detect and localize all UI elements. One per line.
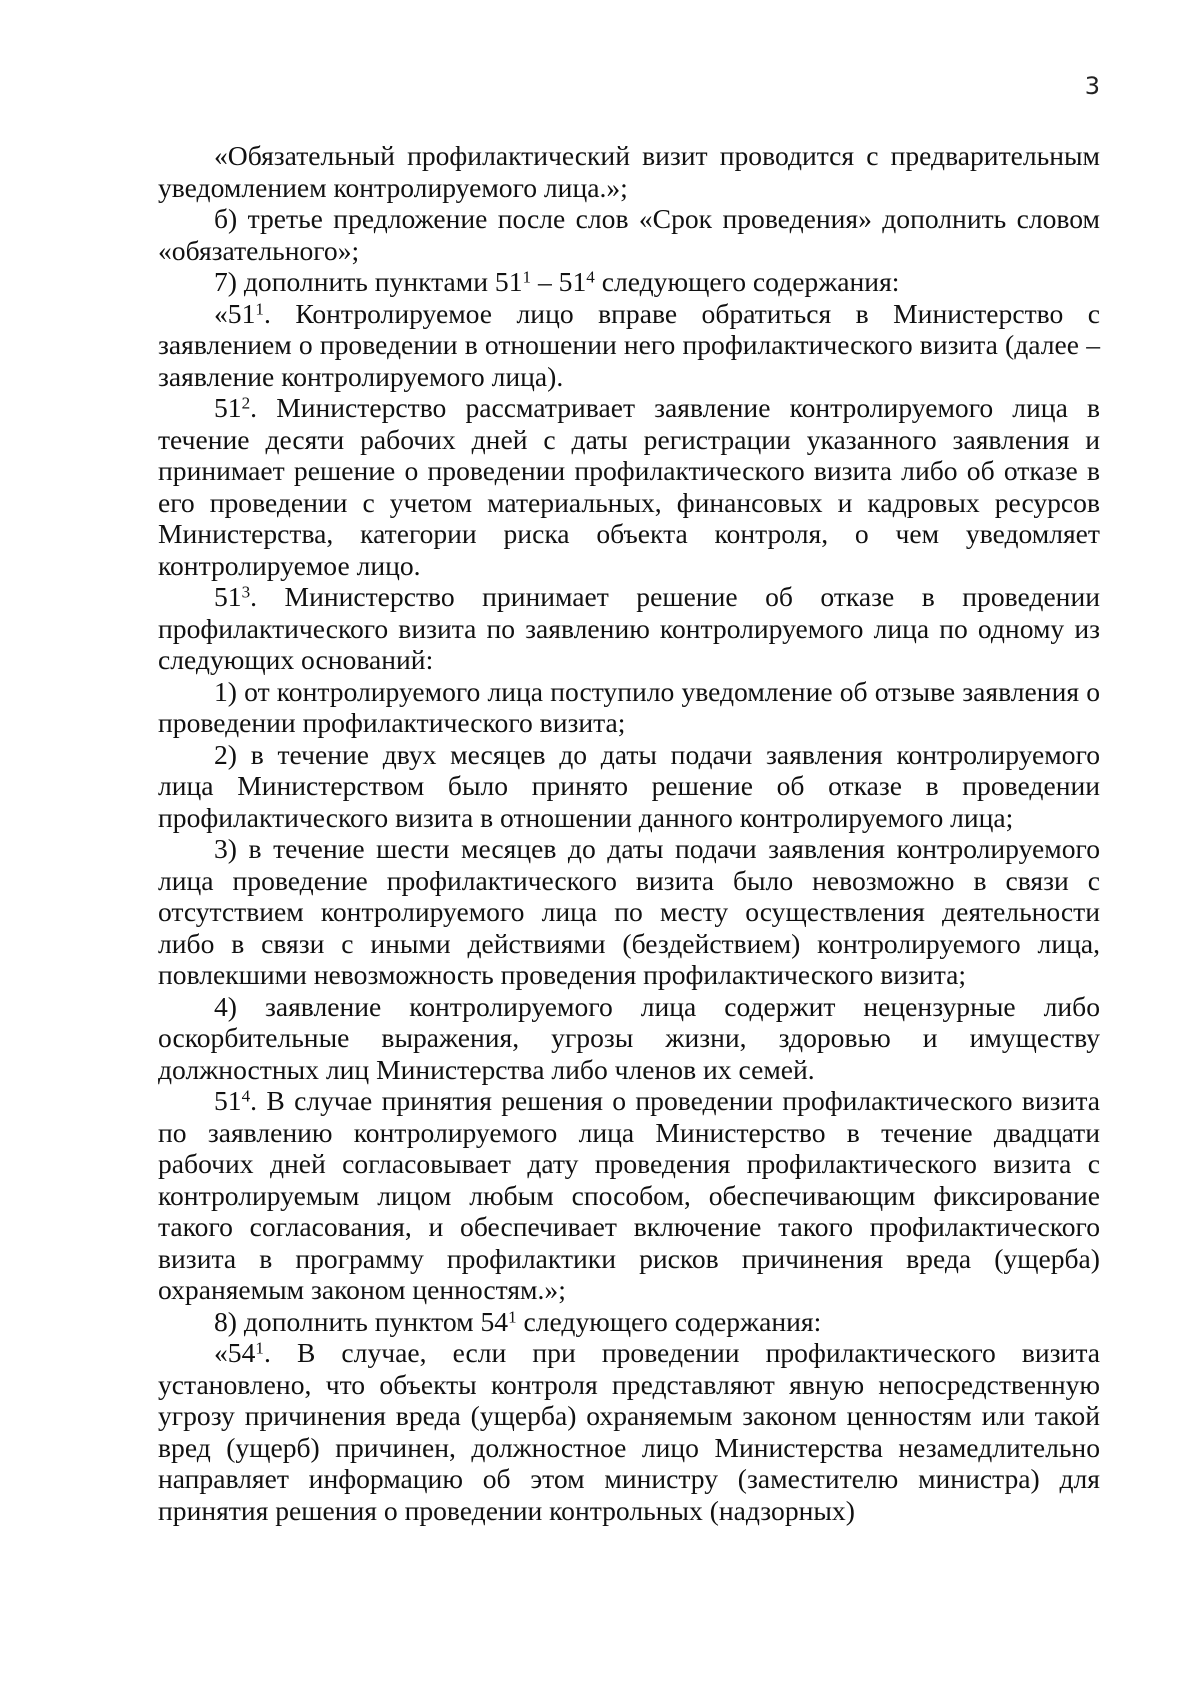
paragraph: $51^4$. В случае принятия решения о проведении профилактического визита по заявлению контролируемого лица Министерство в течение двадцати рабочих дней согласовывает дату проведения профилактического визита с контролируемым лицом любым способом, обеспечивающим фиксирование такого согласования, и обеспечивает включение такого профилактического визита в программу профилактики рисков причинения вреда (ущерба) охраняемым законом ценностям.»; (158, 1085, 1100, 1305)
paragraph: «$54^1$. В случае, если при проведении профилактического визита установлено, что объекты контроля представляют явную непосредственную угрозу причинения вреда (ущерба) охраняемым законом ценностям или такой вред (ущерб) причинен, должностное лицо Министерства незамедлительно направляет информацию об этом министру (заместителю министра) для принятия решения о проведении контрольных (надзорных) (158, 1337, 1100, 1526)
paragraph: б) третье предложение после слов «Срок проведения» дополнить словом «обязательного»; (158, 203, 1100, 266)
paragraph: «Обязательный профилактический визит проводится с предварительным уведомлением контролируемого лица.»; (158, 140, 1100, 203)
paragraph: $51^2$. Министерство рассматривает заявление контролируемого лица в течение десяти рабочих дней с даты регистрации указанного заявления и принимает решение о проведении профилактического визита либо об отказе в его проведении с учетом материальных, финансовых и кадровых ресурсов Министерства, категории риска объекта контроля, о чем уведомляет контролируемое лицо. (158, 392, 1100, 581)
document-body (158, 140, 1100, 1526)
paragraph: $51^3$. Министерство принимает решение об отказе в проведении профилактического визита по заявлению контролируемого лица по одному из следующих оснований: (158, 581, 1100, 675)
paragraph: 7) дополнить пунктами $51^1 - 51^4$ следующего содержания: (214, 266, 900, 297)
page-number: 3 (1084, 72, 1100, 100)
paragraph: «$51^1$. Контролируемое лицо вправе обратиться в Министерство с заявлением о проведении в отношении него профилактического визита (далее – заявление контролируемого лица). (158, 297, 1100, 392)
paragraph: 1) от контролируемого лица поступило уведомление об отзыве заявления о проведении профилактического визита; (158, 675, 1100, 738)
paragraph: 3) в течение шести месяцев до даты подачи заявления контролируемого лица проведение профилактического визита было невозможно в связи с отсутствием контролируемого лица по месту осуществления деятельности либо в связи с иными действиями (бездействием) контролируемого лица, повлекшими невозможность проведения профилактического визита; (158, 833, 1100, 990)
paragraph: 8) дополнить пунктом $54^1$ следующего содержания: (214, 1305, 822, 1337)
paragraph: 2) в течение двух месяцев до даты подачи заявления контролируемого лица Министерством было принято решение об отказе в проведении профилактического визита в отношении данного контролируемого лица; (158, 738, 1100, 833)
paragraph: 4) заявление контролируемого лица содержит нецензурные либо оскорбительные выражения, угрозы жизни, здоровью и имуществу должностных лиц Министерства либо членов их семей. (158, 990, 1100, 1085)
